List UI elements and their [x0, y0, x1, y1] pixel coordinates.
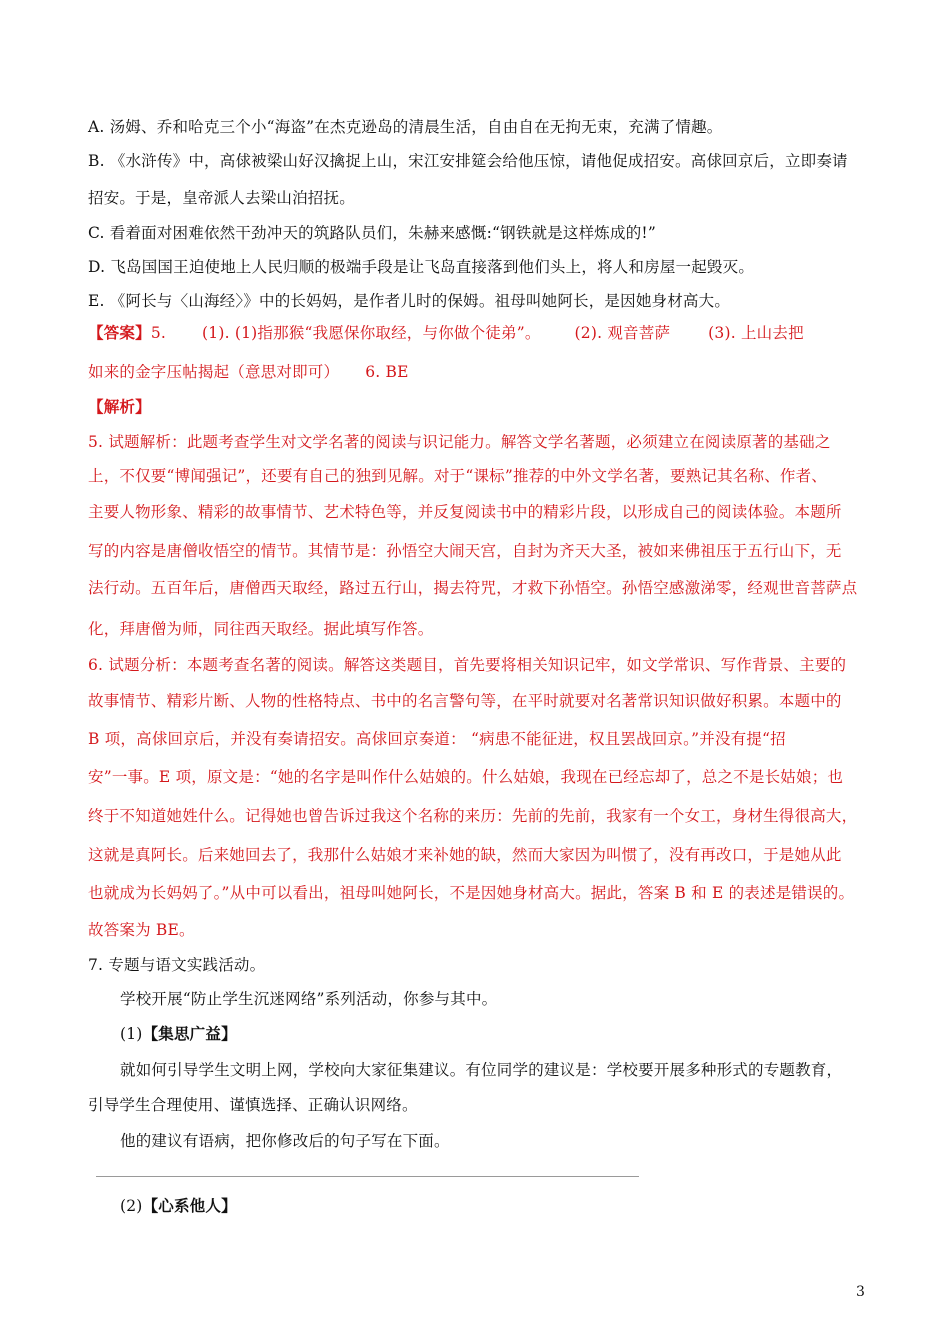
analysis-q5-line4: 写的内容是唐僧收悟空的情节。其情节是：孙悟空大闹天宫，自封为齐天大圣，被如来佛祖压于五行山下，无	[88, 542, 842, 560]
analysis-q6-line4: 安”一事。E 项，原文是：“她的名字是叫作什么姑娘的。什么姑娘，我现在已经忘却了，总之不是长姑娘；也	[88, 768, 844, 786]
option-b-line1: B. 《水浒传》中，高俅被梁山好汉擒捉上山，宋江安排筵会给他压惊，请他促成招安。高俅回京后，立即奏请	[88, 152, 848, 170]
question7-sub1-heading	[120, 1024, 237, 1044]
sub2-number: (2)	[120, 1197, 143, 1215]
analysis-q6-line5: 终于不知道她姓什么。记得她也曾告诉过我这个名称的来历：先前的先前，我家有一个女工，身材生得很高大，	[88, 807, 858, 825]
analysis-q5-line5: 法行动。五百年后，唐僧西天取经，路过五行山，揭去符咒，才救下孙悟空。孙悟空感激涕零，经观世音菩萨点	[88, 579, 858, 597]
analysis-label: 【解析】	[88, 397, 151, 416]
option-c: C. 看着面对困难依然干劲冲天的筑路队员们，朱赫来感慨:“钢铁就是这样炼成的!”	[88, 224, 656, 242]
question7-intro: 学校开展“防止学生沉迷网络”系列活动，你参与其中。	[120, 990, 498, 1008]
analysis-q6-line3: B 项，高俅回京后，并没有奏请招安。高俅回京奏道： “病患不能征进，权且罢战回京。”并没有提“招	[88, 730, 786, 748]
question7-sub2-heading	[120, 1196, 237, 1216]
answer-part1: (1). (1)指那猴“我愿保你取经，与你做个徒弟”。	[202, 324, 541, 342]
page-number: 3	[856, 1284, 865, 1300]
option-b-line2: 招安。于是，皇帝派人去梁山泊招抚。	[88, 189, 355, 207]
analysis-q6-line1: 6. 试题分析：本题考查名著的阅读。解答这类题目，首先要将相关知识记牢，如文学常识、写作背景、主要的	[88, 656, 847, 674]
question7-body1: 就如何引导学生文明上网，学校向大家征集建议。有位同学的建议是：学校要开展多种形式的专题教育，	[120, 1061, 843, 1079]
question7-title: 7. 专题与语文实践活动。	[88, 956, 266, 974]
sub1-number: (1)	[120, 1025, 143, 1043]
analysis-q5-line2: 上，不仅要“博闻强记”，还要有自己的独到见解。对于“课标”推荐的中外文学名著，要熟记其名称、作者、	[88, 467, 827, 485]
analysis-q6-line6: 这就是真阿长。后来她回去了，我那什么姑娘才来补她的缺，然而大家因为叫惯了，没有再改口，于是她从此	[88, 846, 842, 864]
analysis-q6-line7: 也就成为长妈妈了。”从中可以看出，祖母叫她阿长，不是因她身材高大。据此，答案 B 和 E 的表述是错误的。	[88, 884, 855, 902]
answer-line2-text: 如来的金字压帖揭起（意思对即可）	[88, 363, 340, 381]
analysis-q5-line1: 5. 试题解析：此题考查学生对文学名著的阅读与识记能力。解答文学名著题，必须建立在阅读原著的基础之	[88, 433, 831, 451]
sub1-label: 【集思广益】	[142, 1024, 237, 1043]
option-e: E. 《阿长与〈山海经〉》中的长妈妈，是作者儿时的保姆。祖母叫她阿长，是因她身材高大。	[88, 292, 731, 310]
question7-body2: 引导学生合理使用、谨慎选择、正确认识网络。	[88, 1096, 418, 1114]
answer-part2: (2). 观音菩萨	[574, 324, 671, 342]
answer-part3: (3). 上山去把	[708, 324, 804, 342]
question7-body3: 他的建议有语病，把你修改后的句子写在下面。	[120, 1132, 450, 1150]
option-a: A. 汤姆、乔和哈克三个小“海盗”在杰克逊岛的清晨生活，自由自在无拘无束，充满了情趣。	[88, 118, 723, 136]
answer-q5: 5.	[150, 324, 167, 342]
analysis-q5-line3: 主要人物形象、精彩的故事情节、艺术特色等，并反复阅读书中的精彩片段，以形成自己的阅读体验。本题所	[88, 503, 842, 521]
analysis-q6-line8: 故答案为 BE。	[88, 921, 195, 939]
answer-line1	[88, 323, 804, 343]
answer-blank-line	[96, 1176, 639, 1177]
answer-line2	[88, 362, 409, 382]
analysis-q5-line6: 化，拜唐僧为师，同往西天取经。据此填写作答。	[88, 620, 434, 638]
analysis-q6-line2: 故事情节、精彩片断、人物的性格特点、书中的名言警句等，在平时就要对名著常识知识做好积累。本题中的	[88, 692, 842, 710]
sub2-label: 【心系他人】	[142, 1196, 237, 1215]
answer-q6: 6. BE	[365, 363, 409, 381]
answer-label: 【答案】	[88, 323, 151, 342]
option-d: D. 飞岛国国王迫使地上人民归顺的极端手段是让飞岛直接落到他们头上，将人和房屋一起毁灭。	[88, 258, 755, 276]
